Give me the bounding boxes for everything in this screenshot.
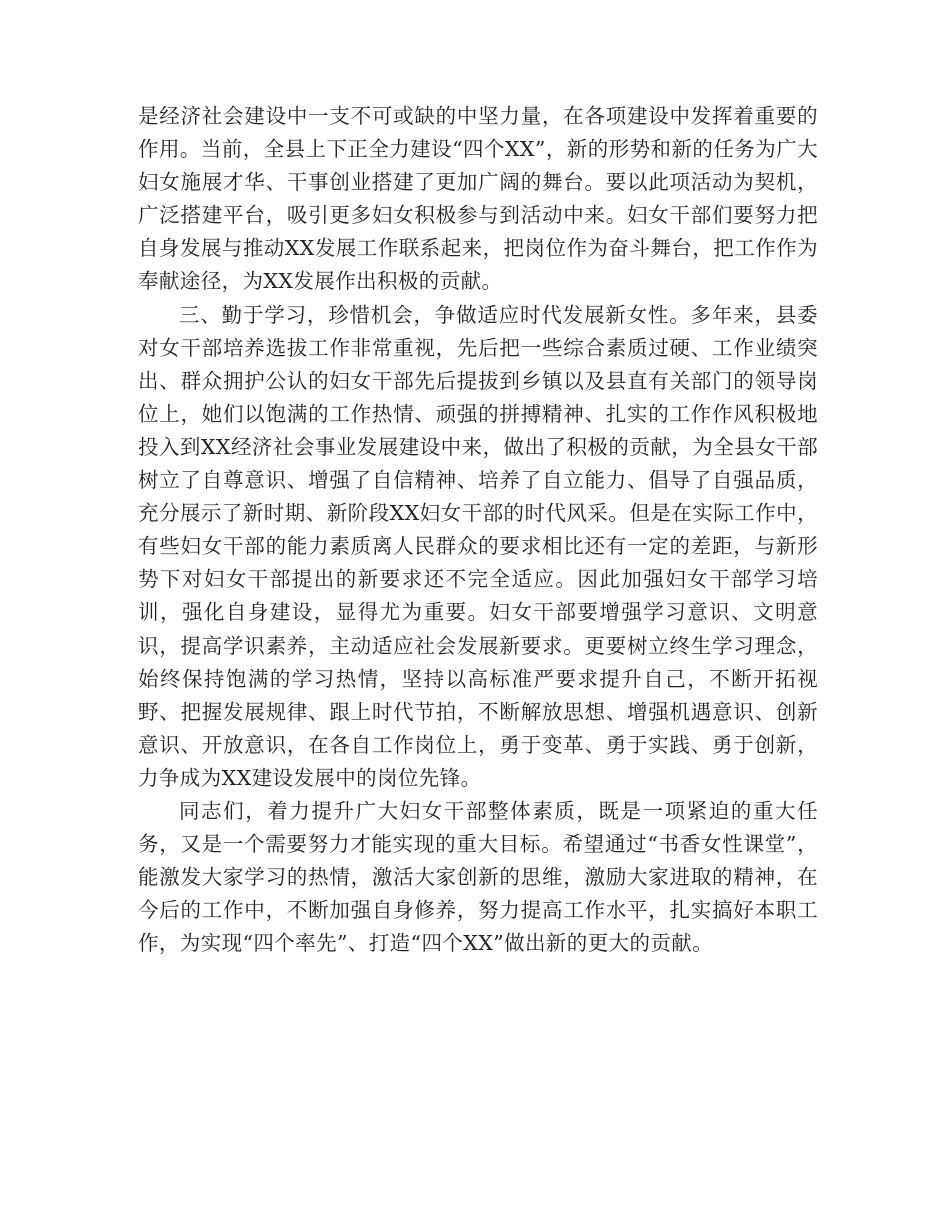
paragraph-section-three: 三、勤于学习，珍惜机会，争做适应时代发展新女性。多年来，县委对女干部培养选拔工作非常重视，先后把一些综合素质过硬、工作业绩突出、群众拥护公认的妇女干部先后提拔到乡镇以及县直有关部门的领导岗位上，她们以饱满的工作热情、顽强的拼搏精神、扎实的工作作风积极地投入到XX经济社会事业发展建设中来，做出了积极的贡献，为全县女干部树立了自尊意识、增强了自信精神、培养了自立能力、倡导了自强品质，充分展示了新时期、新阶段XX妇女干部的时代风采。但是在实际工作中，有些妇女干部的能力素质离人民群众的要求相比还有一定的差距，与新形势下对妇女干部提出的新要求还不完全适应。因此加强妇女干部学习培训，强化自身建设，显得尤为重要。妇女干部要增强学习意识、文明意识，提高学识素养，主动适应社会发展新要求。更要树立终生学习理念，始终保持饱满的学习热情，坚持以高标准严要求提升自己，不断开拓视野、把握发展规律、跟上时代节拍，不断解放思想、增强机遇意识、创新意识、开放意识，在各自工作岗位上，勇于变革、勇于实践、勇于创新，力争成为XX建设发展中的岗位先锋。 <box>138 302 818 790</box>
document-body <box>138 100 818 960</box>
paragraph-closing: 同志们，着力提升广大妇女干部整体素质，既是一项紧迫的重大任务，又是一个需要努力才能实现的重大目标。希望通过“书香女性课堂”，能激发大家学习的热情，激活大家创新的思维，激励大家进取的精神，在今后的工作中，不断加强自身修养，努力提高工作水平，扎实搞好本职工作，为实现“四个率先”、打造“四个XX”做出新的更大的贡献。 <box>138 798 818 956</box>
paragraph-continuation: 是经济社会建设中一支不可或缺的中坚力量，在各项建设中发挥着重要的作用。当前，全县上下正全力建设“四个XX”，新的形势和新的任务为广大妇女施展才华、干事创业搭建了更加广阔的舞台。要以此项活动为契机，广泛搭建平台，吸引更多妇女积极参与到活动中来。妇女干部们要努力把自身发展与推动XX发展工作联系起来，把岗位作为奋斗舞台，把工作作为奉献途径，为XX发展作出积极的贡献。 <box>138 104 818 294</box>
